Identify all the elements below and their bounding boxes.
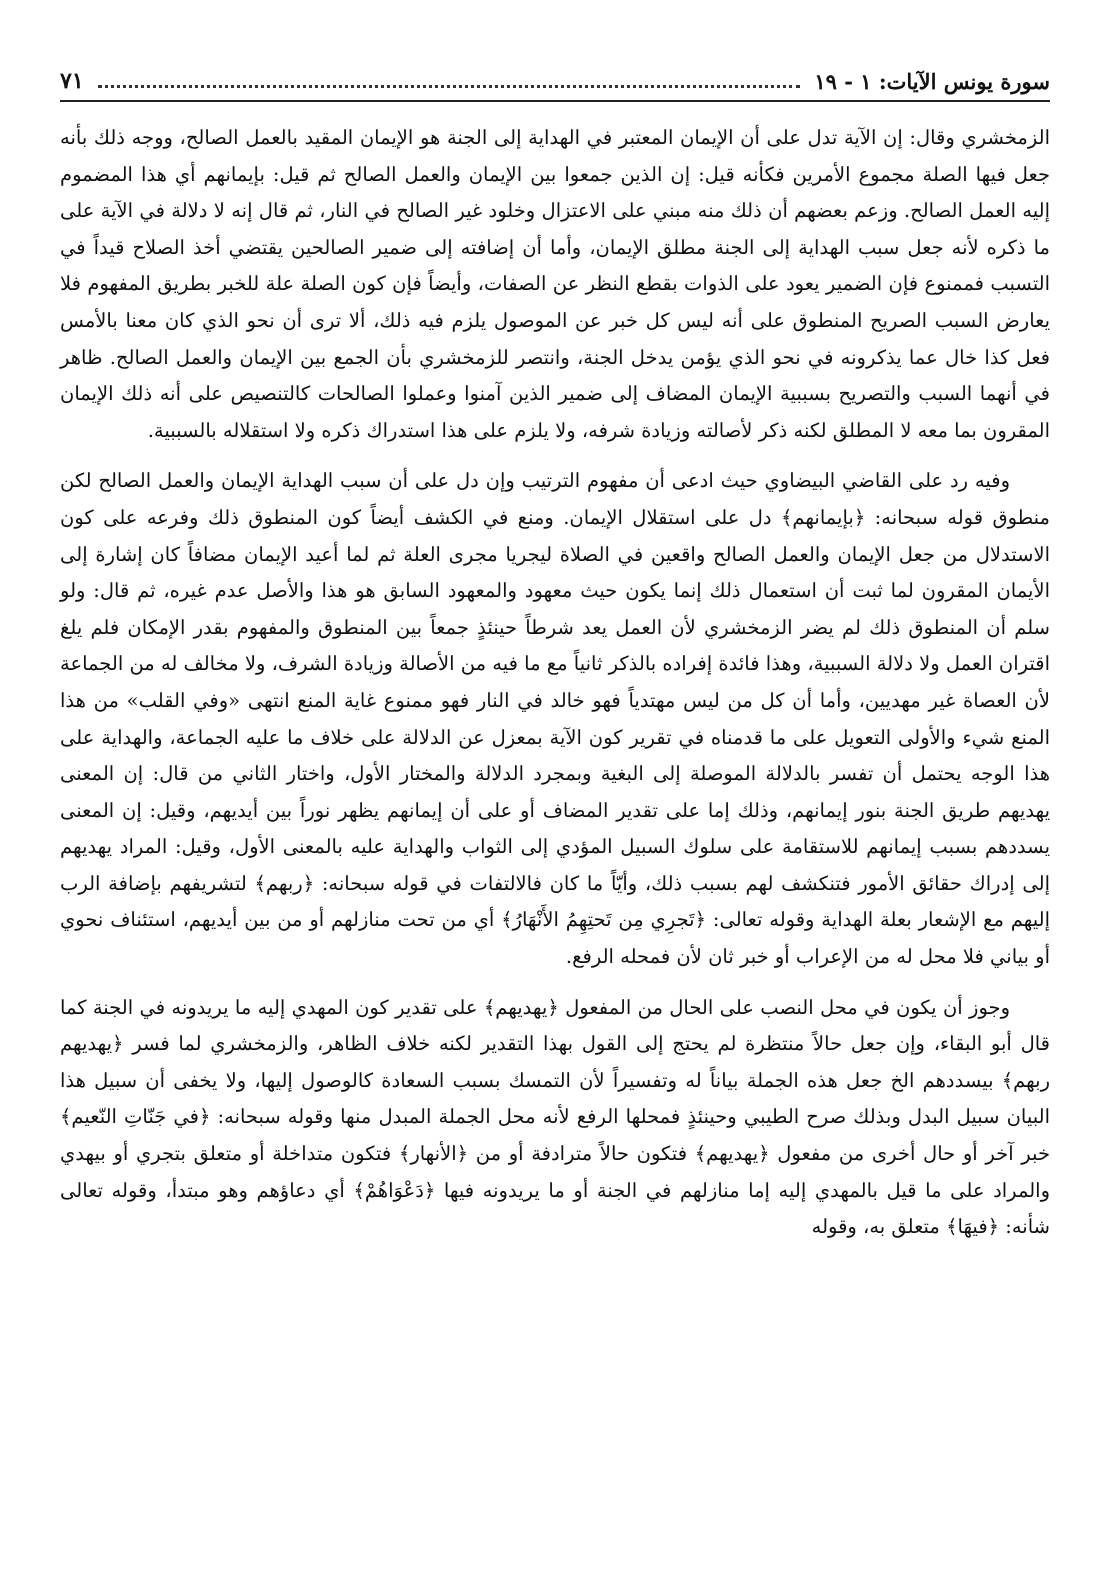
- running-title: سورة يونس الآيات: ١ - ١٩: [814, 69, 1050, 94]
- paragraph: وفيه رد على القاضي البيضاوي حيث ادعى أن مفهوم الترتيب وإن دل على أن سبب الهداية الإيمان والعمل الصالح لكن منطوق قوله سبحانه: ﴿بإيمانهم﴾ دل على استقلال الإيمان. ومنع في الكشف أيضاً كون المنطوق ذلك وفرعه على كون الاستدلال من جعل الإيمان والعمل الصالح واقعين في الصلاة ليجريا مجرى العلة ثم لما أعيد الإيمان مضافاً كان إشارة إلى الأيمان المقرون لما ثبت أن استعمال ذلك إنما يكون حيث معهود والمعهود السابق هو هذا والأصل عدم غيره، ثم قال: ولو سلم أن المنطوق ذلك لم يضر الزمخشري لأن العمل يعد شرطاً حينئذٍ جمعاً بين المنطوق والمفهوم بقدر الإمكان فلم يلغ اقتران العمل ولا دلالة السببية، وهذا فائدة إفراده بالذكر ثانياً مع ما فيه من الأصالة وزيادة الشرف، ولا مخالف له من الجماعة لأن العصاة غير مهديين، وأما أن كل من ليس مهتدياً فهو خالد في النار فهو ممنوع غاية المنع انتهى «وفي القلب» من هذا المنع شيء والأولى التعويل على ما قدمناه في تقرير كون الآية بمعزل عن الدلالة على خلاف ما عليه الجماعة، والهداية على هذا الوجه يحتمل أن تفسر بالدلالة الموصلة إلى البغية وبمجرد الدلالة والمختار الأول، واختار الثاني من قال: إن المعنى يهديهم طريق الجنة بنور إيمانهم، وذلك إما على تقدير المضاف أو على أن إيمانهم يظهر نوراً بين أيديهم، وقيل: إن المعنى يسددهم بسبب إيمانهم للاستقامة على سلوك السبيل المؤدي إلى الثواب والهداية عليه بالمعنى الأول، وقيل: المراد يهديهم إلى إدراك حقائق الأمور فتنكشف لهم بسبب ذلك، وأيّاً ما كان فالالتفات في قوله سبحانه: ﴿ربهم﴾ لتشريفهم بإضافة الرب إليهم مع الإشعار بعلة الهداية وقوله تعالى: ﴿تَجرِي مِن تَحتِهِمُ الأَنْهَارُ﴾ أي من تحت منازلهم أو من بين أيديهم، استئناف نحوي أو بياني فلا محل له من الإعراب أو خبر ثان لأن فمحله الرفع.: [60, 469, 1050, 969]
- leader-dots: [98, 85, 801, 88]
- paragraph-gap: [60, 449, 1050, 463]
- running-header: [60, 52, 1050, 102]
- paragraph: وجوز أن يكون في محل النصب على الحال من المفعول ﴿يهديهم﴾ على تقدير كون المهدي إليه ما يريدونه في الجنة كما قال أبو البقاء، وإن جعل حالاً منتظرة لم يحتج إلى القول بهذا التقدير لكنه خلاف الظاهر، والزمخشري لما فسر ﴿يهديهم ربهم﴾ بيسددهم الخ جعل هذه الجملة بياناً له وتفسيراً لأن التمسك بسبب السعادة كالوصول إليها، ولا يخفى أن سبيل هذا البيان سبيل البدل وبذلك صرح الطيبي وحينئذٍ فمحلها الرفع لأنه محل الجملة المبدل منها وقوله سبحانه: ﴿في جَنّاتِ النّعيم﴾ خبر آخر أو حال أخرى من مفعول ﴿يهديهم﴾ فتكون حالاً مترادفة أو من ﴿الأنهار﴾ فتكون متداخلة أو متعلق بتجري أو بيهدي والمراد على ما قيل بالمهدي إليه إما منازلهم في الجنة أو ما يريدونه فيها ﴿دَعْوَاهُمْ﴾ أي دعاؤهم وهو مبتدأ، وقوله تعالى شأنه: ﴿فيهَا﴾ متعلق به، وقوله: [60, 995, 1050, 1239]
- page-number: ٧١: [60, 68, 84, 94]
- paragraph-gap: [60, 976, 1050, 990]
- page: [60, 52, 1050, 1552]
- paragraph: الزمخشري وقال: إن الآية تدل على أن الإيمان المعتبر في الهداية إلى الجنة هو الإيمان المقيد بالعمل الصالح، ووجه ذلك بأنه جعل فيها الصلة مجموع الأمرين فكأنه قيل: إن الذين جمعوا بين الإيمان والعمل الصالح ثم قيل: بإيمانهم أي هذا المضموم إليه العمل الصالح. وزعم بعضهم أن ذلك منه مبني على الاعتزال وخلود غير الصالح في النار، ثم قال إنه لا دلالة في الآية على ما ذكره لأنه جعل سبب الهداية إلى الجنة مطلق الإيمان، وأما أن إضافته إلى ضمير الصالحين يقتضي أخذ الصلاح قيداً في التسبب فممنوع فإن الضمير يعود على الذوات بقطع النظر عن الصفات، وأيضاً فإن كون الصلة علة للخبر بطريق المفهوم فلا يعارض السبب الصريح المنطوق على أنه ليس كل خبر عن الموصول يلزم فيه ذلك، ألا ترى أن نحو الذي كان معنا بالأمس فعل كذا خال عما يذكرونه في نحو الذي يؤمن يدخل الجنة، وانتصر للزمخشري بأن الجمع بين الإيمان والعمل الصالح. ظاهر في أنهما السبب والتصريح بسببية الإيمان المضاف إلى ضمير الذين آمنوا وعملوا الصالحات كالتنصيص على أنه ذلك الإيمان المقرون بما معه لا المطلق لكنه ذكر لأصالته وزيادة شرفه، ولا يلزم على هذا استدراك ذكره ولا استقلاله بالسببية.: [60, 126, 1050, 442]
- body-text: [60, 120, 1050, 1246]
